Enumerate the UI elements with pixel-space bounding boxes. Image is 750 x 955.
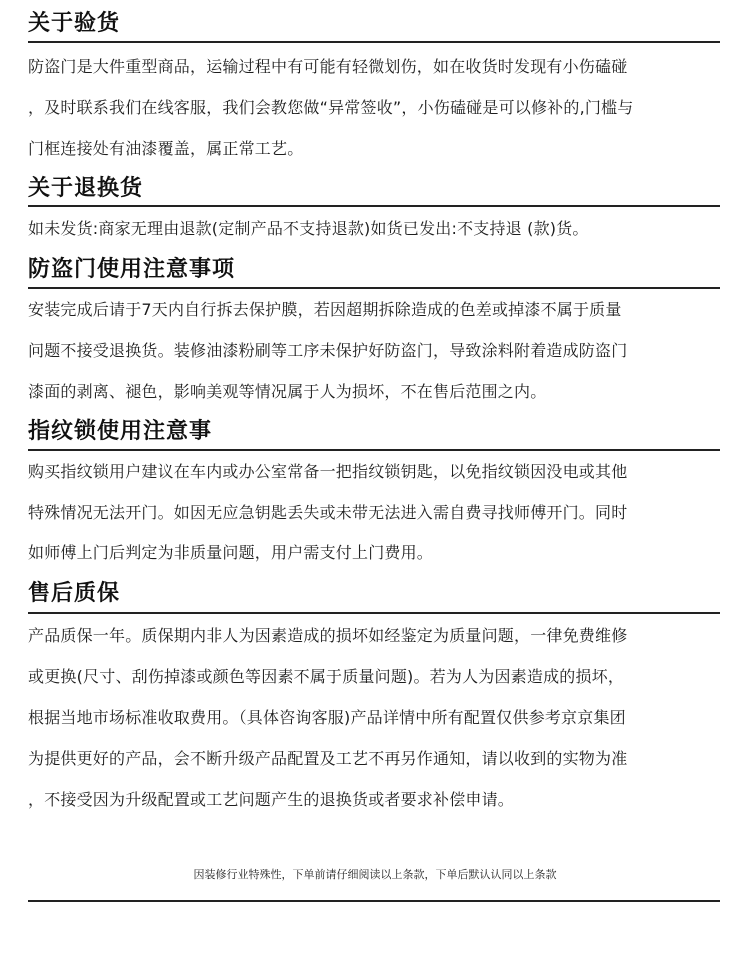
section-text-line: ，及时联系我们在线客服，我们会教您做“异常签收”，小伤磕碰是可以修补的,门槛与 [28,98,634,117]
section-divider [28,287,720,289]
section-text-line: 安装完成后请于7天内自行拆去保护膜，若因超期拆除造成的色差或掉漆不属于质量 [28,300,622,319]
section-text-line: 产品质保一年。质保期内非人为因素造成的损坏如经鉴定为质量问题，一律免费维修 [28,626,628,645]
section-text-line: 漆面的剥离、褪色，影响美观等情况属于人为损坏，不在售后范围之内。 [28,382,547,401]
section-divider [28,612,720,614]
footer-divider [28,900,720,902]
section-heading-warranty: 售后质保 [28,581,121,606]
section-text-line: 如师傅上门后判定为非质量问题，用户需支付上门费用。 [28,543,434,562]
section-heading-fingerprint-lock: 指纹锁使用注意事 [28,419,213,444]
section-text-line: ，不接受因为升级配置或工艺问题产生的退换货或者要求补偿申请。 [28,790,515,809]
section-divider [28,205,720,207]
section-text-line: 为提供更好的产品，会不断升级产品配置及工艺不再另作通知，请以收到的实物为准 [28,749,628,768]
section-text-line: 问题不接受退换货。装修油漆粉刷等工序未保护好防盗门，导致涂料附着造成防盗门 [28,341,628,360]
section-text-line: 或更换(尺寸、刮伤掉漆或颜色等因素不属于质量问题)。若为人为因素造成的损坏， [28,667,625,686]
section-divider [28,449,720,451]
section-heading-inspection: 关于验货 [28,11,121,36]
section-heading-returns: 关于退换货 [28,176,144,201]
section-text-line: 门框连接处有油漆覆盖，属正常工艺。 [28,139,304,158]
section-text-line: 特殊情况无法开门。如因无应急钥匙丢失或未带无法进入需自费寻找师傅开门。同时 [28,503,628,522]
section-text-line: 根据当地市场标准收取费用。（具体咨询客服)产品详情中所有配置仅供参考京京集团 [28,708,626,727]
section-heading-door-usage: 防盗门使用注意事项 [28,257,236,282]
section-text-line: 购买指纹锁用户建议在车内或办公室常备一把指纹锁钥匙，以免指纹锁因没电或其他 [28,462,628,481]
footer-notice: 因装修行业特殊性，下单前请仔细阅读以上条款，下单后默认认同以上条款 [193,868,557,881]
section-divider [28,41,720,43]
section-text-line: 防盗门是大件重型商品，运输过程中有可能有轻微划伤，如在收货时发现有小伤磕碰 [28,57,628,76]
section-text-line: 如未发货:商家无理由退款(定制产品不支持退款)如货已发出:不支持退 (款)货。 [28,219,589,238]
